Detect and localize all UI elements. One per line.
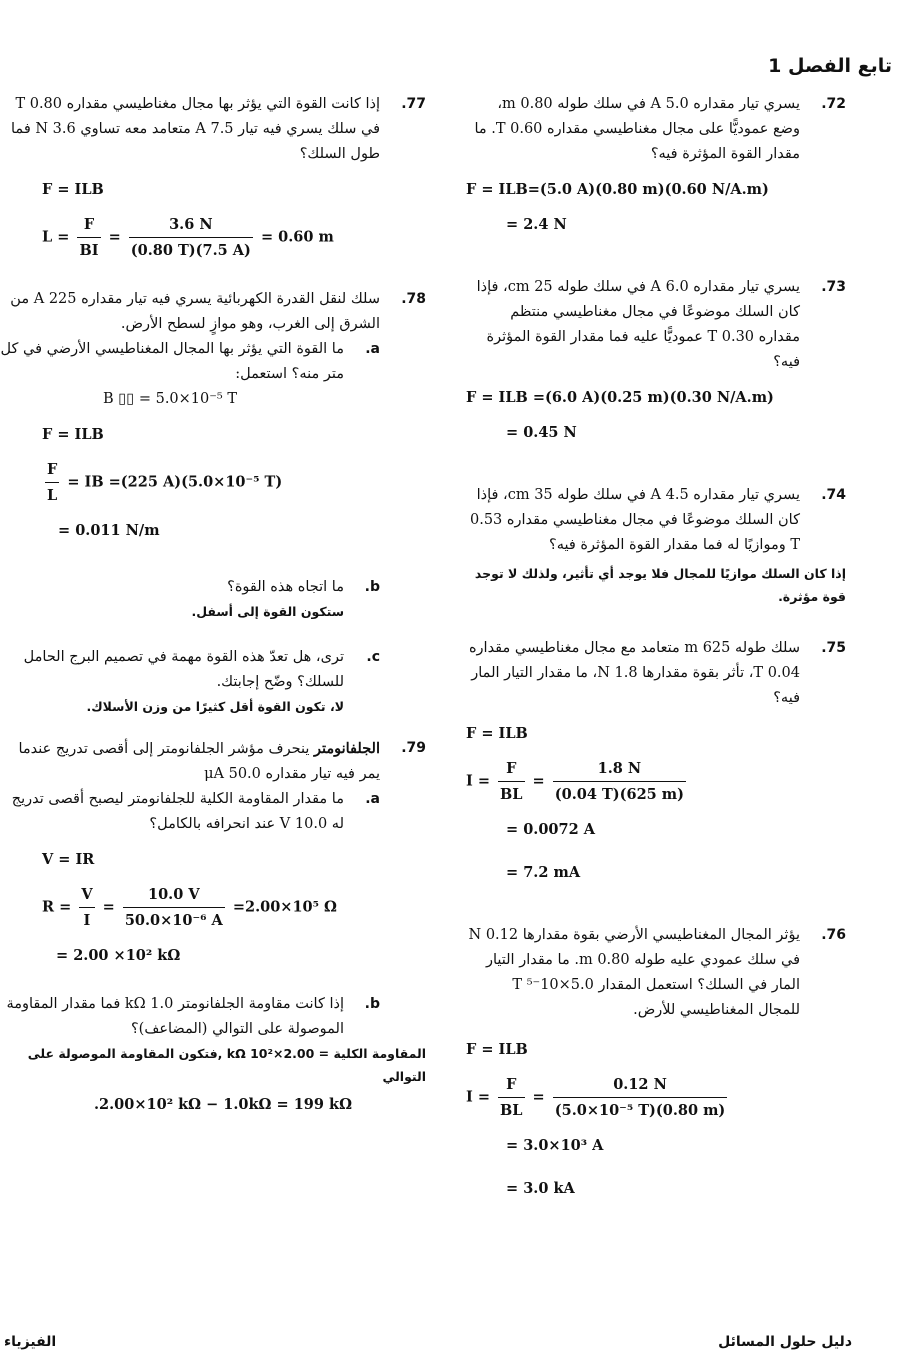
equation: = 7.2 mA	[506, 864, 581, 881]
answer: لا، تكون القوة أقل كثيرًا من وزن الأسلاك.	[86, 699, 344, 714]
problem-72	[466, 92, 846, 237]
equation: F = ILB =(6.0 A)(0.25 m)(0.30 N/A.m)	[466, 389, 774, 406]
problem-73	[466, 275, 846, 445]
problem-number: 76.	[821, 927, 846, 943]
part-a: a. ما القوة التي يؤثر بها المجال المغناطيسي الأرضي في كل متر منه؟ استعمل: B ▯▯ = 5.0×10⁻⁵ T	[0, 337, 380, 412]
problem-76	[466, 923, 846, 1201]
problem-text: سلك طوله 625 m متعامد مع مجال مغناطيسي مقداره 0.04 T، تأثر بقوة مقدارها 1.8 N، ما مقدار التيار المار فيه؟	[468, 640, 800, 706]
answer: إذا كان السلك موازيًا للمجال فلا يوجد أي تأثير، ولذلك لا توجد قوة مؤثرة.	[474, 566, 846, 604]
equation: V = IR	[42, 851, 95, 868]
given-value: B ▯▯ = 5.0×10⁻⁵ T	[103, 391, 237, 407]
equation: F = ILB	[42, 181, 104, 198]
equation: .2.00×10² kΩ − 1.0kΩ = 199 kΩ	[94, 1096, 352, 1113]
part-text: إذا كانت مقاومة الجلفانومتر 1.0 kΩ فما مقدار المقاومة الموصولة على التوالي (المضاعف)؟	[6, 996, 344, 1037]
problem-number: 78.	[401, 291, 426, 307]
problem-text: يسري تيار مقداره 5.0 A في سلك طوله 0.80 m، وضع عموديًّا على مجال مغناطيسي مقداره 0.60 T. ما مقدار القوة المؤثرة فيه؟	[474, 96, 800, 162]
problem-number: 73.	[821, 279, 846, 295]
problem-77	[0, 92, 426, 263]
problem-title: الجلفانومتر	[313, 740, 380, 757]
equation: = 3.0×10³ A	[506, 1137, 604, 1154]
answer: ستكون القوة إلى أسفل.	[191, 604, 344, 619]
problem-text: يسري تيار مقداره 6.0 A في سلك طوله 25 cm، فإذا كان السلك موضوعًا في مجال مغناطيسي منتظم مقداره 0.30 T عموديًّا عليه فما مقدار القوة المؤثرة فيه؟	[476, 279, 800, 370]
part-b: b. إذا كانت مقاومة الجلفانومتر 1.0 kΩ فما مقدار المقاومة الموصولة على التوالي (المضاعف)؟	[0, 992, 380, 1042]
problem-number: 75.	[821, 640, 846, 656]
problem-75	[466, 636, 846, 885]
equation: F = ILB	[466, 725, 528, 742]
right-column	[466, 92, 846, 1211]
part-b: b. ما اتجاه هذه القوة؟ ستكون القوة إلى أسفل.	[0, 575, 380, 623]
problem-74	[466, 483, 846, 608]
equation: = 0.45 N	[506, 424, 577, 441]
equation: F = ILB=(5.0 A)(0.80 m)(0.60 N/A.m)	[466, 181, 769, 198]
part-text: ما مقدار المقاومة الكلية للجلفانومتر ليصبح أقصى تدريج له 10.0 V عند انحرافه بالكامل؟	[11, 791, 344, 832]
fraction-equation: R = $\frac{V}{I}$ = $\frac{10.0 V}{\text{50.0×10⁻⁶ A}}$ =2.00×10⁵ Ω	[0, 882, 380, 933]
problem-number: 72.	[821, 96, 846, 112]
footer-title: دليل حلول المسائل	[718, 1334, 852, 1350]
part-text: ما القوة التي يؤثر بها المجال المغناطيسي الأرضي في كل متر منه؟ استعمل:	[0, 341, 344, 382]
equation: = 2.00 ×10² kΩ	[56, 947, 181, 964]
problem-number: 79.	[401, 740, 426, 756]
equation: = 0.011 N/m	[58, 522, 160, 539]
footer-subject: الفيزياء	[4, 1334, 57, 1350]
problem-78	[0, 287, 426, 718]
equation: = 2.4 N	[506, 216, 567, 233]
fraction-equation: $\frac{F}{L}$ = IB =(225 A)(5.0×10⁻⁵ T)	[0, 457, 380, 508]
fraction-equation: I = $\frac{F}{BL}$ = $\frac{0.12 N}{\text{(5.0×10⁻⁵ T)(0.80 m)}}$	[466, 1072, 800, 1123]
left-column	[0, 92, 426, 1127]
problem-number: 74.	[821, 487, 846, 503]
answer: المقاومة الكلية = 2.00×10² kΩ ,فتكون المقاومة الموصولة على التوالي	[27, 1046, 426, 1084]
problem-text: الجلفانومتر ينحرف مؤشر الجلفانومتر إلى أقصى تدريج عندما يمر فيه تيار مقداره 50.0 μA	[18, 740, 380, 782]
equation: F = ILB	[466, 1041, 528, 1058]
equation: = 3.0 kA	[506, 1180, 575, 1197]
part-c: c. ترى، هل تعدّ هذه القوة مهمة في تصميم البرج الحامل للسلك؟ وضّح إجابتك. لا، تكون القوة أقل كثيرًا من وزن الأسلاك.	[0, 645, 380, 718]
equation: = 0.0072 A	[506, 821, 595, 838]
problem-number: 77.	[401, 96, 426, 112]
part-text: ما اتجاه هذه القوة؟	[227, 579, 344, 595]
part-text: ترى، هل تعدّ هذه القوة مهمة في تصميم البرج الحامل للسلك؟ وضّح إجابتك.	[23, 649, 344, 690]
fraction-equation: I = $\frac{F}{BL}$ = $\frac{1.8 N}{(0.04 T)(625 m)}$	[466, 756, 800, 807]
equation: F = ILB	[42, 426, 104, 443]
page-header: تابع الفصل 1	[768, 55, 892, 77]
problem-text: إذا كانت القوة التي يؤثر بها مجال مغناطيسي مقداره 0.80 T في سلك يسري فيه تيار 7.5 A متعامد معه تساوي 3.6 N فما طول السلك؟	[11, 96, 380, 162]
part-a: a. ما مقدار المقاومة الكلية للجلفانومتر ليصبح أقصى تدريج له 10.0 V عند انحرافه بالكامل؟	[0, 787, 380, 837]
problem-text: سلك لنقل القدرة الكهربائية يسري فيه تيار مقداره 225 A من الشرق إلى الغرب، وهو موازٍ لسطح الأرض.	[10, 291, 380, 332]
fraction-equation: L = $\frac{F}{BI}$ = $\frac{3.6 N}{(0.80 T)(7.5 A)}$ = 0.60 m	[0, 212, 380, 263]
problem-text: يؤثر المجال المغناطيسي الأرضي بقوة مقدارها 0.12 N في سلك عمودي عليه طوله 0.80 m. ما مقدار التيار المار في السلك؟ استعمل المقدار 5.0×10⁻⁵ T للمجال المغناطيسي للأرض.	[468, 927, 800, 1018]
problem-text: يسري تيار مقداره 4.5 A في سلك طوله 35 cm، فإذا كان السلك موضوعًا في مجال مغناطيسي مقداره 0.53 T وموازيًا له فما مقدار القوة المؤثرة فيه؟	[470, 487, 800, 553]
problem-79	[0, 736, 426, 1117]
